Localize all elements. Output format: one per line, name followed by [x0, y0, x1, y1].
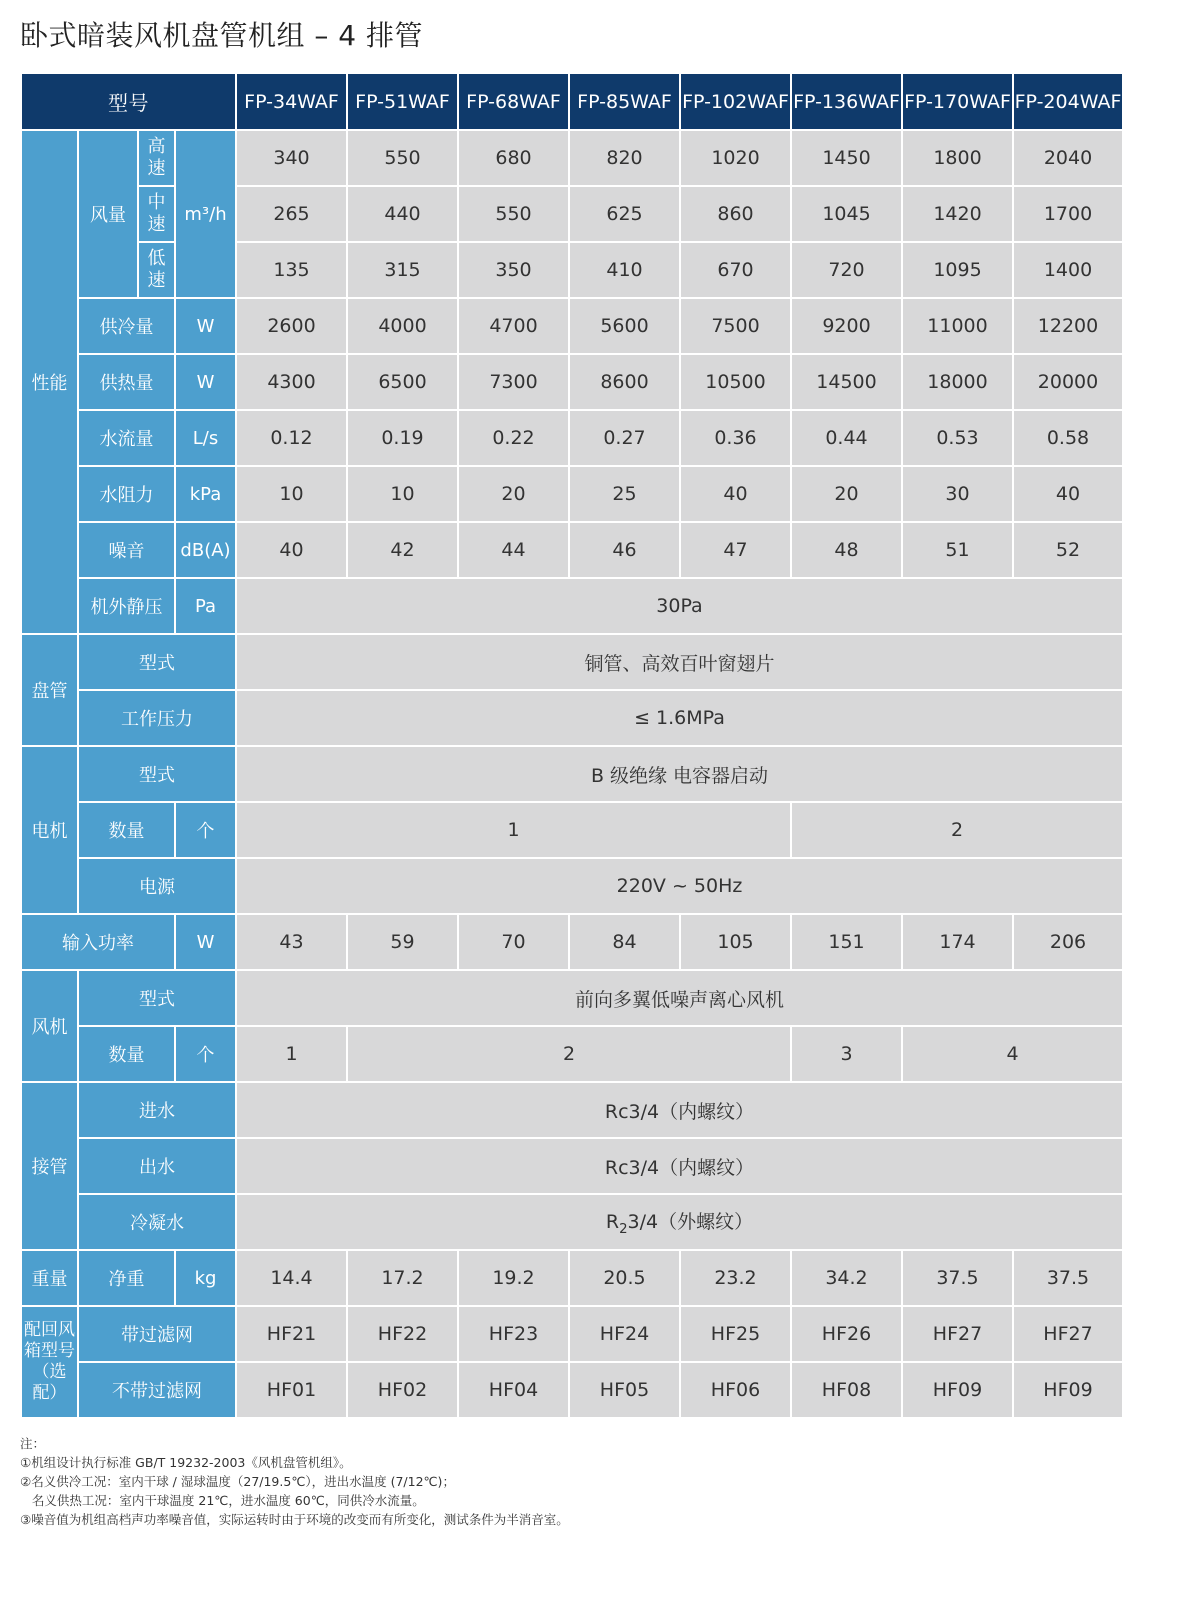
table-cell: 19.2 [458, 1250, 569, 1306]
model-cell: FP-204WAF [1013, 73, 1123, 130]
row-unit-input-power: W [175, 914, 236, 970]
table-cell: HF24 [569, 1306, 680, 1362]
model-cell: FP-85WAF [569, 73, 680, 130]
row-label-motor-power: 电源 [78, 858, 236, 914]
row-label-inlet: 进水 [78, 1082, 236, 1138]
table-cell: 18000 [902, 354, 1013, 410]
row-label-outlet: 出水 [78, 1138, 236, 1194]
row-label-coil-type: 型式 [78, 634, 236, 690]
table-cell: 48 [791, 522, 902, 578]
table-cell: Rc3/4（内螺纹） [236, 1082, 1123, 1138]
row-label-motor-qty: 数量 [78, 802, 175, 858]
table-cell: HF27 [902, 1306, 1013, 1362]
table-cell: 5600 [569, 298, 680, 354]
table-cell: 12200 [1013, 298, 1123, 354]
row-unit-net-weight: kg [175, 1250, 236, 1306]
table-cell: 铜管、高效百叶窗翅片 [236, 634, 1123, 690]
row-label-fan-qty: 数量 [78, 1026, 175, 1082]
group-piping: 接管 [21, 1082, 78, 1250]
table-cell: 1400 [1013, 242, 1123, 298]
table-cell: 14.4 [236, 1250, 347, 1306]
table-cell: 2 [347, 1026, 791, 1082]
table-cell: HF01 [236, 1362, 347, 1418]
table-row [21, 298, 1123, 354]
table-row [21, 354, 1123, 410]
table-cell: 550 [347, 130, 458, 186]
table-cell: 7500 [680, 298, 791, 354]
table-cell: 37.5 [1013, 1250, 1123, 1306]
group-coil: 盘管 [21, 634, 78, 746]
row-unit-heating: W [175, 354, 236, 410]
table-row [21, 634, 1123, 690]
table-cell: 20 [791, 466, 902, 522]
table-cell: 6500 [347, 354, 458, 410]
table-cell: HF09 [902, 1362, 1013, 1418]
row-label-with-filter: 带过滤网 [78, 1306, 236, 1362]
row-label-heating: 供热量 [78, 354, 175, 410]
model-cell: FP-136WAF [791, 73, 902, 130]
table-cell: 4 [902, 1026, 1123, 1082]
table-cell: HF06 [680, 1362, 791, 1418]
table-cell: 前向多翼低噪声离心风机 [236, 970, 1123, 1026]
table-cell: 1045 [791, 186, 902, 242]
table-cell: 0.58 [1013, 410, 1123, 466]
table-cell: 40 [680, 466, 791, 522]
row-unit-airflow: m³/h [175, 130, 236, 298]
table-cell: 340 [236, 130, 347, 186]
table-cell: 1 [236, 1026, 347, 1082]
table-cell: 20.5 [569, 1250, 680, 1306]
table-cell: 440 [347, 186, 458, 242]
table-cell: 14500 [791, 354, 902, 410]
table-row [21, 1194, 1123, 1250]
table-cell: 860 [680, 186, 791, 242]
table-cell: 3 [791, 1026, 902, 1082]
table-cell: 40 [1013, 466, 1123, 522]
table-cell: 1700 [1013, 186, 1123, 242]
table-cell: 59 [347, 914, 458, 970]
table-cell: HF25 [680, 1306, 791, 1362]
table-row [21, 746, 1123, 802]
group-performance: 性能 [21, 130, 78, 634]
group-motor: 电机 [21, 746, 78, 914]
table-cell: 84 [569, 914, 680, 970]
table-row [21, 522, 1123, 578]
footnote-item: ②名义供冷工况：室内干球 / 湿球温度（27/19.5℃），进出水温度 (7/12℃)； [20, 1474, 455, 1489]
table-cell: 34.2 [791, 1250, 902, 1306]
table-cell: HF27 [1013, 1306, 1123, 1362]
table-cell: 0.36 [680, 410, 791, 466]
table-cell: 0.22 [458, 410, 569, 466]
table-cell: 625 [569, 186, 680, 242]
table-cell: 680 [458, 130, 569, 186]
table-row [21, 578, 1123, 634]
table-row [21, 1082, 1123, 1138]
row-label-coil-pressure: 工作压力 [78, 690, 236, 746]
table-cell: ≤ 1.6MPa [236, 690, 1123, 746]
row-label-mid-speed: 中速 [138, 186, 175, 242]
table-cell: 135 [236, 242, 347, 298]
table-cell: 265 [236, 186, 347, 242]
table-row [21, 410, 1123, 466]
table-row [21, 1362, 1123, 1418]
row-unit-motor-qty: 个 [175, 802, 236, 858]
model-cell: FP-34WAF [236, 73, 347, 130]
table-cell: 670 [680, 242, 791, 298]
table-cell: 1095 [902, 242, 1013, 298]
table-cell: 820 [569, 130, 680, 186]
model-cell: FP-170WAF [902, 73, 1013, 130]
row-unit-static-pressure: Pa [175, 578, 236, 634]
table-row [21, 130, 1123, 186]
table-cell: 23.2 [680, 1250, 791, 1306]
group-weight: 重量 [21, 1250, 78, 1306]
table-cell: HF08 [791, 1362, 902, 1418]
table-row [21, 914, 1123, 970]
row-label-airflow: 风量 [78, 130, 138, 298]
table-cell: 20 [458, 466, 569, 522]
table-cell: 51 [902, 522, 1013, 578]
table-cell: HF09 [1013, 1362, 1123, 1418]
table-cell: 350 [458, 242, 569, 298]
table-cell: 52 [1013, 522, 1123, 578]
table-cell: 1420 [902, 186, 1013, 242]
table-cell: 315 [347, 242, 458, 298]
table-cell: 720 [791, 242, 902, 298]
model-cell: FP-102WAF [680, 73, 791, 130]
table-row [21, 1138, 1123, 1194]
row-label-without-filter: 不带过滤网 [78, 1362, 236, 1418]
table-row [21, 1250, 1123, 1306]
table-row [21, 466, 1123, 522]
table-cell: 2 [791, 802, 1123, 858]
table-cell: 0.44 [791, 410, 902, 466]
table-row [21, 1306, 1123, 1362]
row-label-low-speed: 低速 [138, 242, 175, 298]
row-label-cooling: 供冷量 [78, 298, 175, 354]
table-cell: 1 [236, 802, 791, 858]
footnote-heading: 注： [20, 1436, 46, 1451]
table-cell: 17.2 [347, 1250, 458, 1306]
table-cell: 20000 [1013, 354, 1123, 410]
table-cell: 1800 [902, 130, 1013, 186]
table-cell: 0.19 [347, 410, 458, 466]
table-cell: 550 [458, 186, 569, 242]
table-cell: HF02 [347, 1362, 458, 1418]
table-cell: 4300 [236, 354, 347, 410]
footnotes [20, 1434, 569, 1529]
footnote-item: 名义供热工况：室内干球温度 21℃，进水温度 60℃，同供冷水流量。 [20, 1493, 425, 1508]
table-cell: 47 [680, 522, 791, 578]
table-cell: HF22 [347, 1306, 458, 1362]
row-unit-fan-qty: 个 [175, 1026, 236, 1082]
page-title: 卧式暗装风机盘管机组 – 4 排管 [20, 19, 424, 52]
table-cell: 46 [569, 522, 680, 578]
row-unit-water-resistance: kPa [175, 466, 236, 522]
footnote-item: ③噪音值为机组高档声功率噪音值，实际运转时由于环境的改变而有所变化，测试条件为半消音室。 [20, 1512, 569, 1527]
table-cell: 10 [347, 466, 458, 522]
row-label-motor-type: 型式 [78, 746, 236, 802]
table-cell: HF04 [458, 1362, 569, 1418]
table-row [21, 1026, 1123, 1082]
table-cell: 220V ~ 50Hz [236, 858, 1123, 914]
row-label-net-weight: 净重 [78, 1250, 175, 1306]
table-cell: HF05 [569, 1362, 680, 1418]
table-cell: 174 [902, 914, 1013, 970]
table-cell: $R_23/4$（外螺纹） [236, 1194, 1123, 1250]
table-cell: 9200 [791, 298, 902, 354]
table-cell: HF26 [791, 1306, 902, 1362]
row-label-fan-type: 型式 [78, 970, 236, 1026]
table-cell: 30Pa [236, 578, 1123, 634]
table-cell: 2040 [1013, 130, 1123, 186]
model-header: 型号 [21, 73, 236, 130]
table-row [21, 858, 1123, 914]
table-cell: 11000 [902, 298, 1013, 354]
row-unit-water-flow: L/s [175, 410, 236, 466]
table-cell: 43 [236, 914, 347, 970]
table-cell: 4000 [347, 298, 458, 354]
row-label-water-flow: 水流量 [78, 410, 175, 466]
table-cell: 410 [569, 242, 680, 298]
table-cell: 8600 [569, 354, 680, 410]
table-cell: 70 [458, 914, 569, 970]
table-cell: 44 [458, 522, 569, 578]
table-cell: 37.5 [902, 1250, 1013, 1306]
table-cell: 30 [902, 466, 1013, 522]
table-row [21, 690, 1123, 746]
table-cell: 0.27 [569, 410, 680, 466]
row-label-water-resistance: 水阻力 [78, 466, 175, 522]
table-cell: 1450 [791, 130, 902, 186]
row-unit-noise: dB(A) [175, 522, 236, 578]
table-cell: 105 [680, 914, 791, 970]
table-cell: B 级绝缘 电容器启动 [236, 746, 1123, 802]
row-label-static-pressure: 机外静压 [78, 578, 175, 634]
table-cell: 151 [791, 914, 902, 970]
table-cell: 0.53 [902, 410, 1013, 466]
row-label-noise: 噪音 [78, 522, 175, 578]
table-cell: 7300 [458, 354, 569, 410]
table-cell: HF21 [236, 1306, 347, 1362]
header-row [21, 73, 1123, 130]
table-cell: 40 [236, 522, 347, 578]
table-cell: 0.12 [236, 410, 347, 466]
spec-table [20, 72, 1124, 1419]
table-cell: 10500 [680, 354, 791, 410]
group-return-box: 配回风箱型号（选配） [21, 1306, 78, 1418]
footnote-item: ①机组设计执行标准 GB/T 19232-2003《风机盘管机组》。 [20, 1455, 352, 1470]
group-fan: 风机 [21, 970, 78, 1082]
row-label-drain: 冷凝水 [78, 1194, 236, 1250]
table-cell: 4700 [458, 298, 569, 354]
table-cell: Rc3/4（内螺纹） [236, 1138, 1123, 1194]
table-row [21, 802, 1123, 858]
table-row [21, 970, 1123, 1026]
table-cell: 1020 [680, 130, 791, 186]
row-label-high-speed: 高速 [138, 130, 175, 186]
table-cell: 206 [1013, 914, 1123, 970]
model-cell: FP-68WAF [458, 73, 569, 130]
row-unit-cooling: W [175, 298, 236, 354]
model-cell: FP-51WAF [347, 73, 458, 130]
row-label-input-power: 输入功率 [21, 914, 175, 970]
table-cell: 25 [569, 466, 680, 522]
table-cell: 2600 [236, 298, 347, 354]
table-cell: 10 [236, 466, 347, 522]
table-cell: HF23 [458, 1306, 569, 1362]
table-cell: 42 [347, 522, 458, 578]
